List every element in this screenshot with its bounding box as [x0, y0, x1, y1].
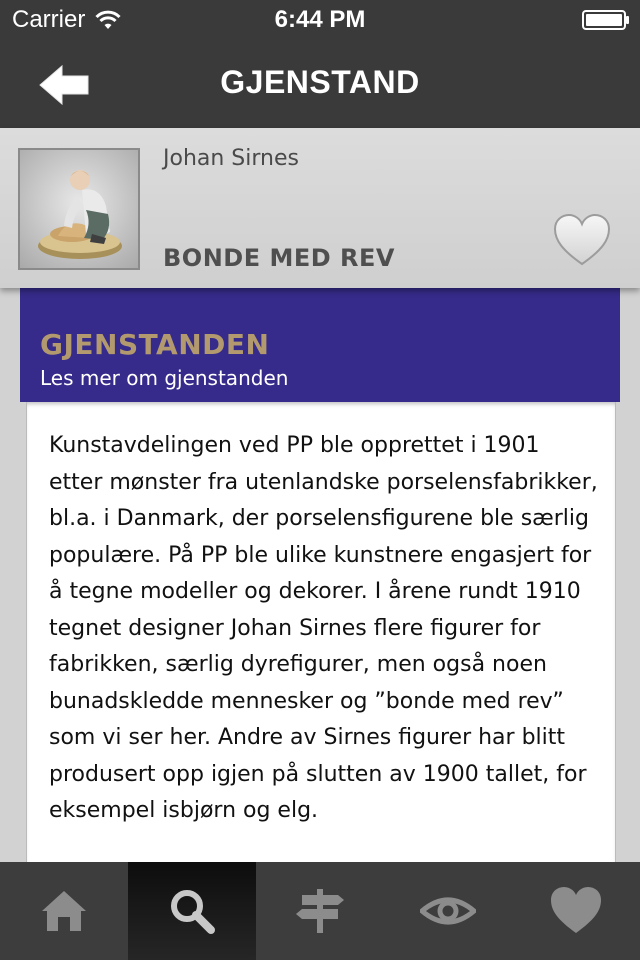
tab-search[interactable]	[128, 862, 256, 960]
navigation-bar	[0, 40, 640, 128]
page-title: GJENSTAND	[220, 64, 420, 100]
search-icon	[164, 883, 220, 939]
figurine-image	[20, 150, 138, 268]
description-text: Kunstavdelingen ved PP ble opprettet i 1901 etter mønster fra utenlandske porselensfabrikker, bl.a. i Danmark, der porselensfigurene ble særlig populære. På PP ble ulike kunstnere engasjert for å tegne modeller og dekorer. I årene rundt 1910 tegnet designer Johan Sirnes flere figurer for fabrikken, særlig dyrefigurer, men også noen bunadskledde mennesker og ”bonde med rev” som vi ser her. Andre av Sirnes figurer har blitt produsert opp igjen på slutten av 1900 tallet, for eksempel isbjørn og elg.	[49, 433, 598, 823]
item-thumbnail[interactable]	[18, 148, 140, 270]
tab-home[interactable]	[0, 862, 128, 960]
section-banner[interactable]	[20, 288, 620, 402]
favorite-button[interactable]	[552, 212, 612, 268]
tab-favorites[interactable]	[512, 862, 640, 960]
heart-icon	[548, 883, 604, 939]
section-title: GJENSTANDEN	[40, 328, 270, 361]
status-time: 6:44 PM	[274, 6, 366, 33]
item-header	[0, 128, 640, 288]
tab-directions[interactable]	[256, 862, 384, 960]
description-card[interactable]	[26, 402, 616, 872]
eye-icon	[420, 883, 476, 939]
section-subtitle: Les mer om gjenstanden	[40, 366, 289, 390]
carrier-label: Carrier	[12, 6, 86, 33]
artist-name: Johan Sirnes	[163, 146, 299, 171]
home-icon	[36, 883, 92, 939]
tab-view[interactable]	[384, 862, 512, 960]
item-title: BONDE MED REV	[163, 244, 395, 272]
signpost-icon	[292, 883, 348, 939]
battery-icon	[582, 10, 630, 30]
tab-bar	[0, 862, 640, 960]
status-bar	[0, 0, 640, 40]
heart-icon	[552, 212, 612, 268]
